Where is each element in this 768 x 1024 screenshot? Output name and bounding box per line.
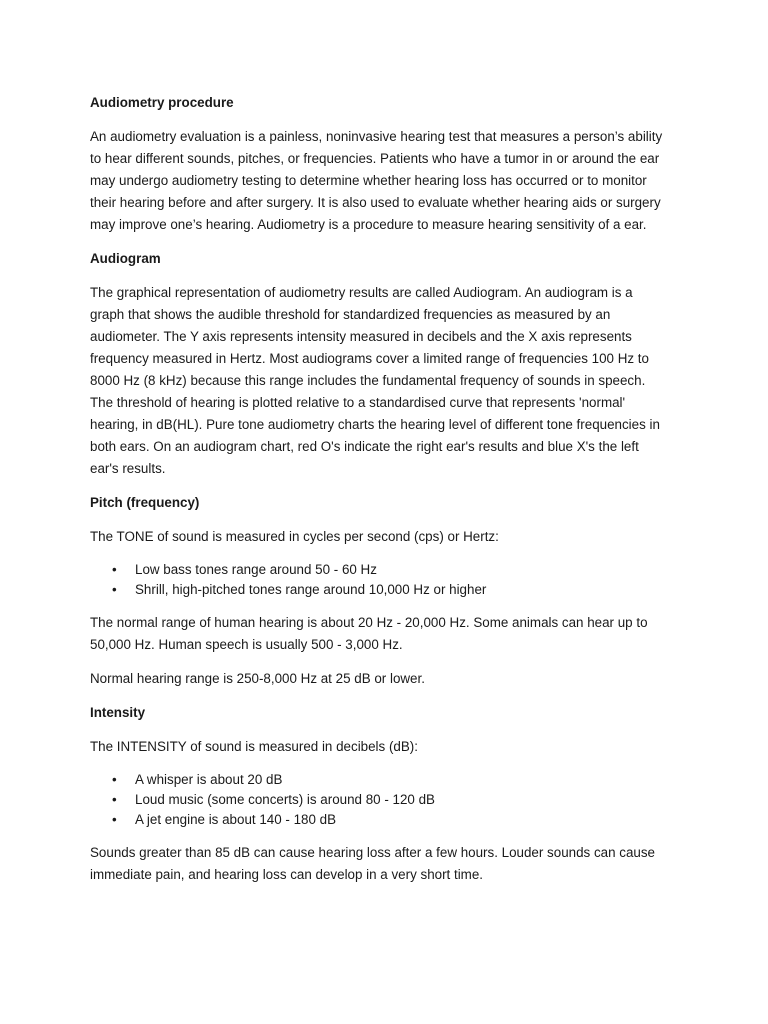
list-item-text: Low bass tones range around 50 - 60 Hz xyxy=(135,562,377,577)
bullet-icon: • xyxy=(112,812,117,827)
list-item-text: Shrill, high-pitched tones range around 10,000 Hz or higher xyxy=(135,582,487,597)
paragraph-hearing-loss: Sounds greater than 85 dB can cause hearing loss after a few hours. Louder sounds can cause immediate pain, and hearing loss can develop in a very short time. xyxy=(90,845,656,882)
paragraph-hearing-range: The normal range of human hearing is about 20 Hz - 20,000 Hz. Some animals can hear up to 50,000 Hz. Human speech is usually 500 - 3,000 Hz. xyxy=(90,615,648,652)
list-item xyxy=(90,580,670,600)
list-item-text: Loud music (some concerts) is around 80 - 120 dB xyxy=(135,792,435,807)
heading-audiogram: Audiogram xyxy=(90,251,161,266)
heading-pitch: Pitch (frequency) xyxy=(90,495,200,510)
paragraph-intensity-intro: The INTENSITY of sound is measured in decibels (dB): xyxy=(90,739,418,754)
heading-intensity: Intensity xyxy=(90,705,146,720)
pitch-bullet-list xyxy=(90,560,670,600)
paragraph-audiometry: An audiometry evaluation is a painless, noninvasive hearing test that measures a person’s ability to hear different sounds, pitches, or frequencies. Patients who have a tumor in or around the ear may undergo audiometry testing to determine whether hearing loss has occurred or to monitor their hearing before and after surgery. It is also used to evaluate whether hearing aids or surgery may improve one’s hearing. Audiometry is a procedure to measure hearing sensitivity of a ear. xyxy=(90,129,663,232)
paragraph-normal-hearing: Normal hearing range is 250-8,000 Hz at 25 dB or lower. xyxy=(90,671,425,686)
intensity-bullet-list xyxy=(90,770,670,830)
document-body xyxy=(90,92,670,886)
list-item xyxy=(90,810,670,830)
list-item xyxy=(90,770,670,790)
list-item-text: A whisper is about 20 dB xyxy=(135,772,283,787)
list-item xyxy=(90,560,670,580)
bullet-icon: • xyxy=(112,582,117,597)
paragraph-audiogram: The graphical representation of audiometry results are called Audiogram. An audiogram is a graph that shows the audible threshold for standardized frequencies as measured by an audiometer. The Y axis represents intensity measured in decibels and the X axis represents frequency measured in Hertz. Most audiograms cover a limited range of frequencies 100 Hz to 8000 Hz (8 kHz) because this range includes the fundamental frequency of sounds in speech. The threshold of hearing is plotted relative to a standardised curve that represents 'normal' hearing, in dB(HL). Pure tone audiometry charts the hearing level of different tone frequencies in both ears. On an audiogram chart, red O's indicate the right ear's results and blue X's the left ear's results. xyxy=(90,285,660,476)
bullet-icon: • xyxy=(112,792,117,807)
heading-audiometry-procedure: Audiometry procedure xyxy=(90,95,234,110)
paragraph-pitch-intro: The TONE of sound is measured in cycles per second (cps) or Hertz: xyxy=(90,529,499,544)
list-item-text: A jet engine is about 140 - 180 dB xyxy=(135,812,337,827)
list-item xyxy=(90,790,670,810)
bullet-icon: • xyxy=(112,562,117,577)
bullet-icon: • xyxy=(112,772,117,787)
